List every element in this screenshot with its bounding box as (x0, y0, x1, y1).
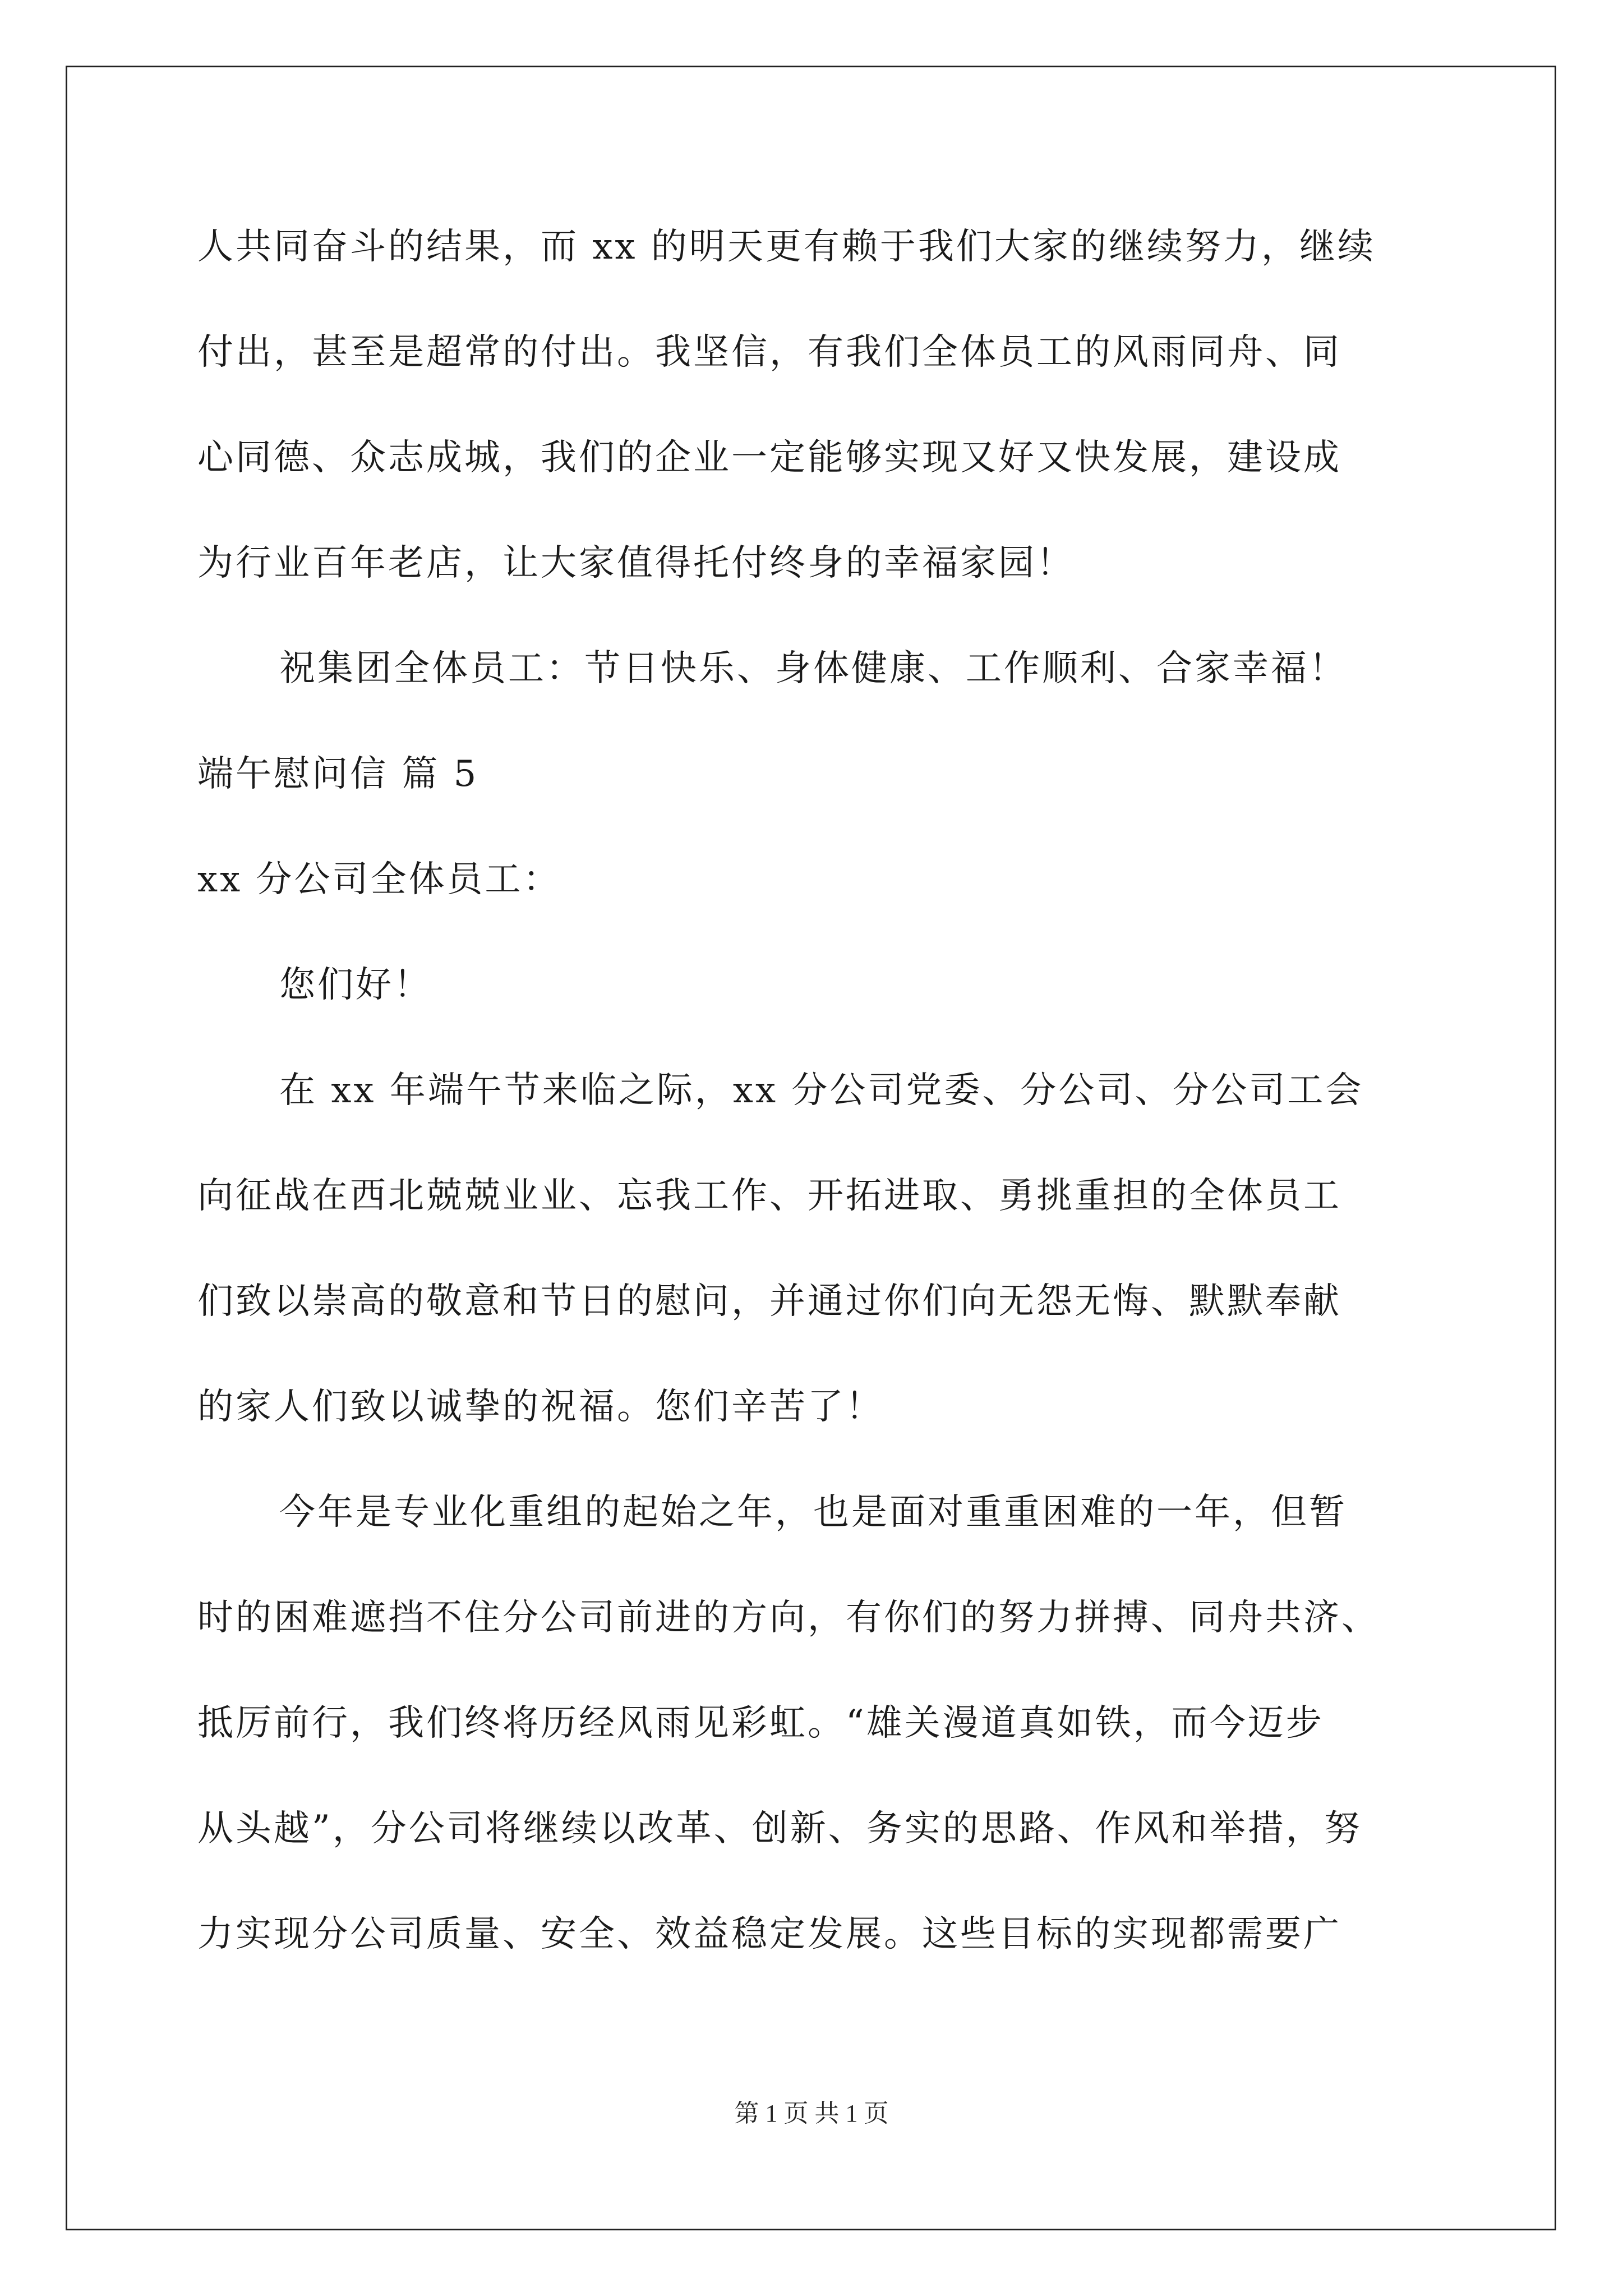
body-text-line: 在 xx 年端午节来临之际，xx 分公司党委、分公司、分公司工会 (279, 1070, 1364, 1111)
body-text-line: 付出，甚至是超常的付出。我坚信，有我们全体员工的风雨同舟、同 (197, 332, 1341, 373)
body-text-line: 为行业百年老店，让大家值得托付终身的幸福家园！ (197, 542, 1075, 584)
body-text-line: 们致以崇高的敬意和节日的慰问，并通过你们向无怨无悔、默默奉献 (197, 1281, 1341, 1322)
page-border (66, 66, 1556, 2230)
body-text-line: 抵厉前行，我们终将历经风雨见彩虹。“雄关漫道真如铁，而今迈步 (197, 1703, 1324, 1744)
salutation-line: xx 分公司全体员工： (197, 859, 561, 900)
body-text-line: 心同德、众志成城，我们的企业一定能够实现又好又快发展，建设成 (197, 437, 1341, 478)
body-text-line: 向征战在西北兢兢业业、忘我工作、开拓进取、勇挑重担的全体员工 (197, 1175, 1341, 1217)
section-heading: 端午慰问信 篇 5 (197, 753, 479, 795)
body-text-line: 今年是专业化重组的起始之年，也是面对重重困难的一年，但暂 (279, 1492, 1347, 1533)
body-text-line: 从头越”，分公司将继续以改革、创新、务实的思路、作风和举措，努 (197, 1808, 1362, 1849)
greeting-line: 您们好！ (279, 964, 432, 1006)
body-text-line: 人共同奋斗的结果，而 xx 的明天更有赖于我们大家的继续努力，继续 (197, 226, 1376, 268)
closing-wish-line: 祝集团全体员工：节日快乐、身体健康、工作顺利、合家幸福！ (279, 648, 1347, 689)
body-text-line: 的家人们致以诚挚的祝福。您们辛苦了！ (197, 1386, 884, 1428)
body-text-line: 时的困难遮挡不住分公司前进的方向，有你们的努力拼搏、同舟共济、 (197, 1597, 1380, 1639)
body-text-line: 力实现分公司质量、安全、效益稳定发展。这些目标的实现都需要广 (197, 1913, 1341, 1955)
page-number-footer: 第 1 页 共 1 页 (734, 2100, 889, 2127)
